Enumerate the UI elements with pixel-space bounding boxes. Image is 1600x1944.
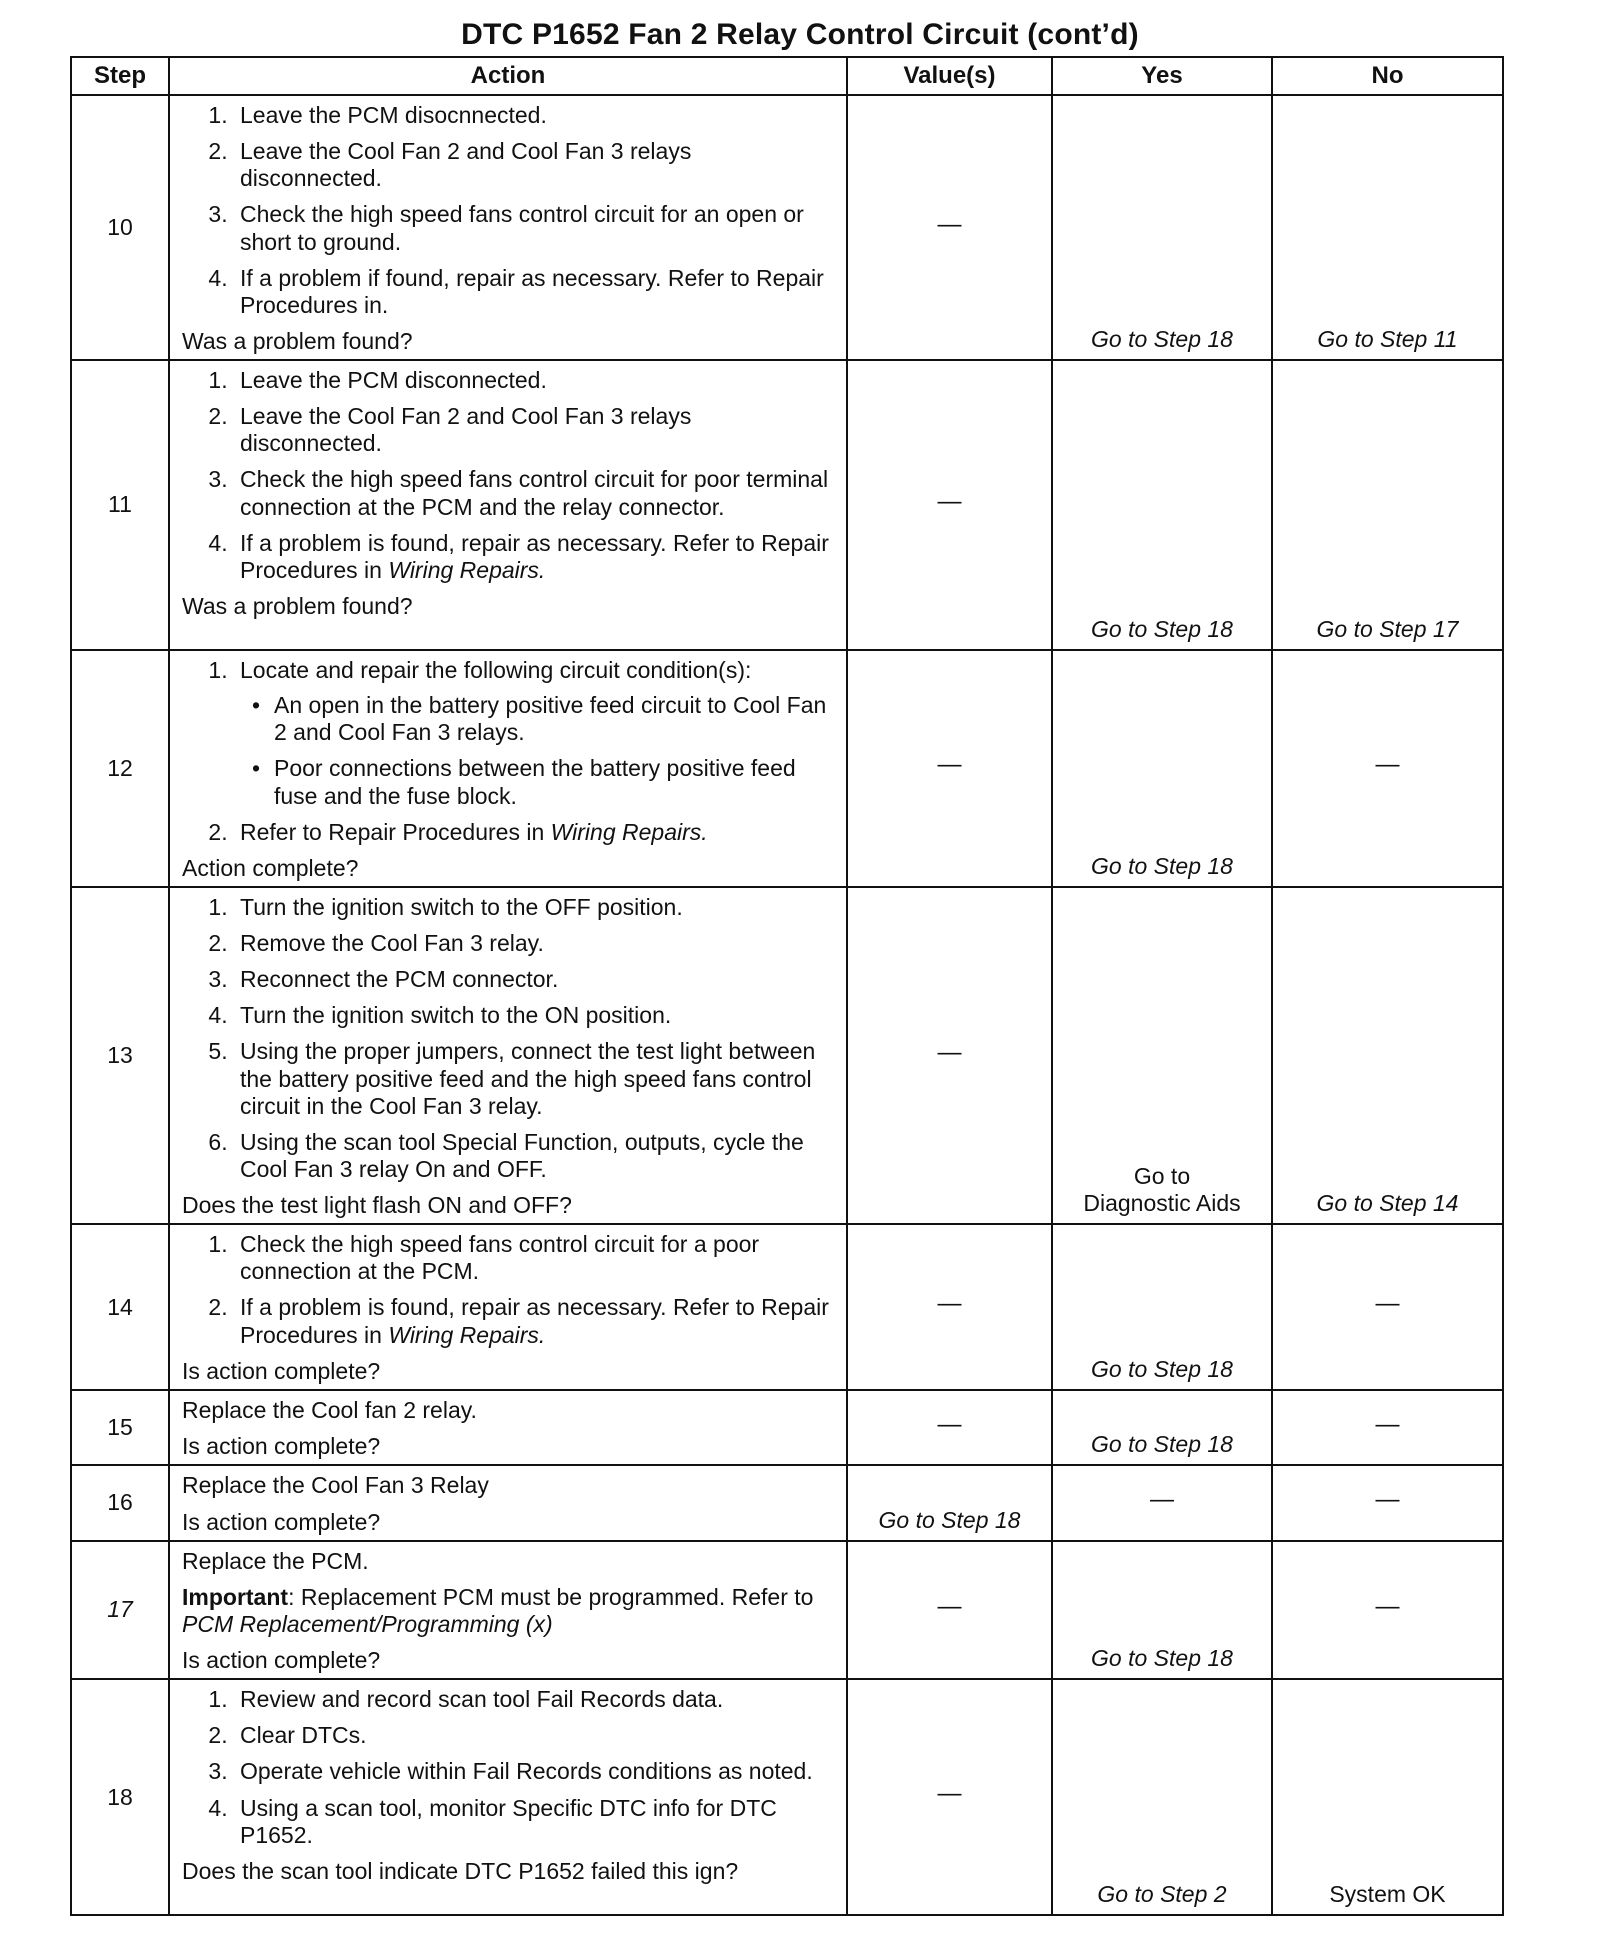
value-dash: — <box>937 1290 962 1318</box>
action-question: Was a problem found? <box>182 592 413 619</box>
action-step: 3. Check the high speed fans control circuit for poor terminal connection at the PCM and the relay connector. <box>234 466 836 520</box>
value-dash: — <box>937 751 962 779</box>
table-row <box>71 360 1503 650</box>
pcm-programming-reference: PCM Replacement/Programming (x) <box>182 1610 553 1637</box>
important-text: : Replacement PCM must be programmed. Refer to <box>288 1583 814 1610</box>
yes-outcome <box>1053 1163 1271 1217</box>
yes-outcome: Go to Step 18 <box>1091 1645 1233 1671</box>
page-title: DTC P1652 Fan 2 Relay Control Circuit (cont’d) <box>461 18 1139 51</box>
step-number: 13 <box>71 887 169 1224</box>
value-cell <box>847 95 1052 360</box>
no-dash: — <box>1375 1592 1400 1620</box>
table-row <box>71 95 1503 360</box>
action-step: 2. Leave the Cool Fan 2 and Cool Fan 3 relays disconnected. <box>234 403 836 457</box>
action-step: 5. Using the proper jumpers, connect the test light between the battery positive feed and the high speed fans control circuit in the Cool Fan 3 relay. <box>234 1038 836 1119</box>
step-number: 17 <box>71 1541 169 1680</box>
action-step: 1. Check the high speed fans control circuit for a poor connection at the PCM. <box>234 1231 836 1285</box>
value-cell <box>847 1224 1052 1390</box>
table-row <box>71 1679 1503 1915</box>
column-header-values: Value(s) <box>847 57 1052 95</box>
action-cell <box>169 1541 847 1680</box>
action-step: 6. Using the scan tool Special Function, outputs, cycle the Cool Fan 3 relay On and OFF. <box>234 1129 836 1183</box>
action-step: 1. Turn the ignition switch to the OFF position. <box>234 894 836 921</box>
action-step <box>234 1294 836 1348</box>
wiring-repairs-reference: Wiring Repairs. <box>388 556 546 583</box>
action-question: Was a problem found? <box>182 327 413 354</box>
no-outcome: Go to Step 11 <box>1317 325 1458 352</box>
value-cell <box>847 1541 1052 1680</box>
no-cell <box>1272 1390 1503 1465</box>
value-dash: — <box>937 1038 962 1066</box>
table-row <box>71 650 1503 887</box>
action-question: Action complete? <box>182 854 359 881</box>
yes-cell <box>1052 1224 1272 1390</box>
action-question: Is action complete? <box>182 1508 381 1535</box>
action-question: Is action complete? <box>182 1357 381 1384</box>
important-label: Important <box>182 1583 289 1610</box>
action-step: 3. Reconnect the PCM connector. <box>234 966 836 993</box>
action-steps <box>182 1231 836 1349</box>
no-dash: — <box>1375 1486 1400 1514</box>
yes-outcome: Go to Step 18 <box>1091 1356 1233 1382</box>
step-number: 11 <box>71 360 169 650</box>
value-cell <box>847 1390 1052 1465</box>
diagnostic-table <box>70 56 1504 1916</box>
no-outcome: Go to Step 17 <box>1316 615 1459 642</box>
action-step <box>234 530 836 584</box>
column-header-action: Action <box>169 57 847 95</box>
action-step: 3. Check the high speed fans control circuit for an open or short to ground. <box>234 201 836 255</box>
yes-cell <box>1052 1390 1272 1465</box>
action-step: 2. Leave the Cool Fan 2 and Cool Fan 3 relays disconnected. <box>234 138 836 192</box>
yes-cell <box>1052 887 1272 1224</box>
action-cell <box>169 360 847 650</box>
no-outcome: System OK <box>1329 1881 1446 1907</box>
yes-cell <box>1052 1679 1272 1915</box>
step-number: 14 <box>71 1224 169 1390</box>
step-number: 18 <box>71 1679 169 1915</box>
action-steps <box>182 102 836 319</box>
action-line: Replace the Cool Fan 3 Relay <box>182 1472 489 1499</box>
yes-outcome-line: Go to <box>1133 1162 1191 1189</box>
no-cell <box>1272 650 1503 887</box>
no-cell <box>1272 1679 1503 1915</box>
action-step-text: If a problem is found, repair as necessary. Refer to Repair Procedures in <box>240 1294 829 1348</box>
no-cell <box>1272 1224 1503 1390</box>
value-dash: — <box>937 210 962 238</box>
action-cell <box>169 1224 847 1390</box>
yes-cell <box>1052 1465 1272 1540</box>
action-step: 3. Operate vehicle within Fail Records conditions as noted. <box>234 1758 836 1785</box>
action-steps <box>182 657 836 846</box>
value-dash: — <box>937 1592 962 1620</box>
value-dash: — <box>937 1410 962 1438</box>
no-cell <box>1272 360 1503 650</box>
condition-item: • An open in the battery positive feed circuit to Cool Fan 2 and Cool Fan 3 relays. <box>274 692 836 746</box>
wiring-repairs-reference: Wiring Repairs. <box>550 818 708 845</box>
table-row <box>71 1390 1503 1465</box>
value-dash: — <box>937 1780 962 1808</box>
table-row <box>71 887 1503 1224</box>
action-question: Is action complete? <box>182 1647 381 1673</box>
value-cell <box>847 887 1052 1224</box>
no-outcome: Go to Step 14 <box>1316 1190 1459 1216</box>
action-step-text: Refer to Repair Procedures in <box>240 818 551 845</box>
condition-list <box>240 692 836 810</box>
table-header-row <box>71 57 1503 95</box>
yes-outcome: Go to Step 2 <box>1097 1881 1227 1907</box>
action-step <box>234 657 836 810</box>
column-header-yes: Yes <box>1052 57 1272 95</box>
action-cell <box>169 887 847 1224</box>
value-dash: — <box>937 488 962 516</box>
value-cell <box>847 360 1052 650</box>
action-step: 2. Clear DTCs. <box>234 1722 836 1749</box>
yes-cell <box>1052 95 1272 360</box>
no-cell <box>1272 1465 1503 1540</box>
action-step: 1. Leave the PCM disconnected. <box>234 367 836 394</box>
action-cell <box>169 95 847 360</box>
action-step-text: If a problem is found, repair as necessary. Refer to Repair Procedures in <box>240 529 829 583</box>
action-cell <box>169 1465 847 1540</box>
value-cell <box>847 650 1052 887</box>
no-dash: — <box>1375 1290 1400 1318</box>
yes-outcome: Go to Step 18 <box>1091 325 1233 352</box>
action-cell <box>169 650 847 887</box>
action-question: Is action complete? <box>182 1433 381 1460</box>
yes-cell <box>1052 360 1272 650</box>
yes-dash: — <box>1150 1486 1174 1514</box>
no-dash: — <box>1375 1410 1400 1438</box>
action-step <box>234 819 836 846</box>
action-cell <box>169 1390 847 1465</box>
wiring-repairs-reference: Wiring Repairs. <box>388 1321 546 1348</box>
column-header-no: No <box>1272 57 1503 95</box>
yes-cell <box>1052 650 1272 887</box>
no-cell <box>1272 887 1503 1224</box>
yes-outcome: Go to Step 18 <box>1091 1431 1233 1458</box>
action-step: 1. Leave the PCM disocnnected. <box>234 102 836 129</box>
yes-outcome-line: Diagnostic Aids <box>1083 1190 1241 1216</box>
step-number: 15 <box>71 1390 169 1465</box>
action-step: 4. If a problem if found, repair as necessary. Refer to Repair Procedures in. <box>234 265 836 319</box>
yes-outcome: Go to Step 18 <box>1091 615 1233 642</box>
action-step: 2. Remove the Cool Fan 3 relay. <box>234 930 836 957</box>
condition-item: • Poor connections between the battery positive feed fuse and the fuse block. <box>274 755 836 809</box>
action-steps <box>182 367 836 584</box>
value-outcome: Go to Step 18 <box>878 1506 1021 1533</box>
action-question: Does the scan tool indicate DTC P1652 failed this ign? <box>182 1857 739 1884</box>
action-step: 1. Review and record scan tool Fail Records data. <box>234 1686 836 1713</box>
action-step: 4. Turn the ignition switch to the ON position. <box>234 1002 836 1029</box>
table-row <box>71 1541 1503 1680</box>
table-row <box>71 1224 1503 1390</box>
action-line: Replace the Cool fan 2 relay. <box>182 1397 477 1424</box>
no-cell <box>1272 1541 1503 1680</box>
action-step-text: Locate and repair the following circuit condition(s): <box>240 657 752 683</box>
value-cell <box>847 1679 1052 1915</box>
action-steps <box>182 894 836 1183</box>
table-row <box>71 1465 1503 1540</box>
no-dash: — <box>1375 751 1400 779</box>
column-header-step: Step <box>71 57 169 95</box>
yes-cell <box>1052 1541 1272 1680</box>
action-steps <box>182 1686 836 1849</box>
action-line: Replace the PCM. <box>182 1547 369 1574</box>
yes-outcome: Go to Step 18 <box>1091 852 1233 879</box>
step-number: 10 <box>71 95 169 360</box>
action-question: Does the test light flash ON and OFF? <box>182 1192 572 1218</box>
action-step: 4. Using a scan tool, monitor Specific DTC info for DTC P1652. <box>234 1795 836 1849</box>
step-number: 16 <box>71 1465 169 1540</box>
important-note <box>182 1584 836 1638</box>
action-cell <box>169 1679 847 1915</box>
no-cell <box>1272 95 1503 360</box>
value-cell <box>847 1465 1052 1540</box>
step-number: 12 <box>71 650 169 887</box>
